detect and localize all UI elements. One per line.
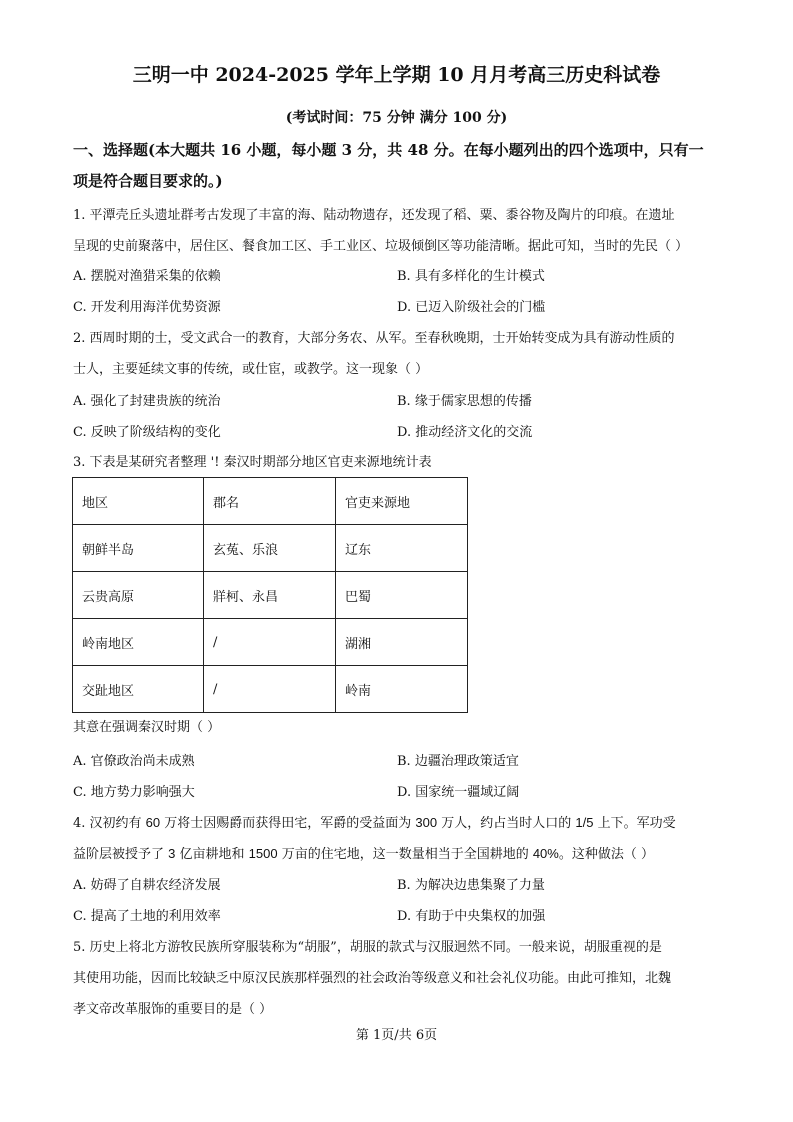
- q3-prompt: 其意在强调秦汉时期（ ）: [73, 720, 221, 735]
- q3-stem-text: 3. 下表是某研究者整理: [73, 455, 211, 470]
- q4-number: 300: [415, 815, 438, 830]
- q2-option-a: A. 强化了封建贵族的统治: [73, 394, 221, 409]
- q4-number: 1/5: [575, 815, 594, 830]
- section-heading-cont: 项是符合题目要求的。): [73, 172, 223, 190]
- q5-stem-cont: 其使用功能，因而比较缺乏中原汉民族那样强烈的社会政治等级意义和社会礼仪功能。由此可推知，北魏: [73, 971, 672, 986]
- q4-stem-cont: [73, 843, 654, 862]
- q4-number: 1500: [248, 846, 278, 861]
- q1-option-b: B. 具有多样化的生计模式: [397, 269, 545, 284]
- exam-subtitle: (考试时间：75 分钟 满分 100 分): [285, 110, 508, 126]
- q3-option-b: B. 边疆治理政策适宜: [397, 754, 519, 769]
- q4-text: 益阶层被授予了: [73, 847, 169, 862]
- table-row: [73, 525, 468, 572]
- table-header-cell: 郡名: [204, 478, 336, 525]
- table-header-cell: 官吏来源地: [336, 478, 468, 525]
- q2-stem-cont: 士人，主要延续文事的传统，或仕宦，或教学。这一现象（ ）: [73, 362, 429, 377]
- q3-option-a: A. 官僚政治尚未成熟: [73, 754, 195, 769]
- q5-stem-cont2: 孝文帝改革服饰的重要目的是（ ）: [73, 1002, 273, 1017]
- q3-stem: [73, 451, 432, 470]
- q4-text: 万亩的住宅地，这一数量相当于全国耕地的: [277, 847, 533, 862]
- table-cell: 交趾地区: [73, 666, 204, 713]
- page-footer: 第 1页/共 6页: [355, 1028, 438, 1043]
- q4-option-a: A. 妨碍了自耕农经济发展: [73, 878, 221, 893]
- table-header-cell: 地区: [73, 478, 204, 525]
- table-cell: 朝鲜半岛: [73, 525, 204, 572]
- q2-option-c: C. 反映了阶级结构的变化: [73, 425, 221, 440]
- q3-option-d: D. 国家统一疆域辽阔: [397, 785, 520, 800]
- q1-option-d: D. 已迈入阶级社会的门槛: [397, 300, 546, 315]
- q4-stem: [73, 812, 676, 831]
- table-cell: /: [204, 619, 336, 666]
- q4-option-b: B. 为解决边患集聚了力量: [397, 878, 545, 893]
- table-cell: 牂柯、永昌: [204, 572, 336, 619]
- officials-origin-table: [72, 477, 468, 713]
- q2-option-d: D. 推动经济文化的交流: [397, 425, 533, 440]
- table-cell: 玄菟、乐浪: [204, 525, 336, 572]
- q4-option-d: D. 有助于中央集权的加强: [397, 909, 546, 924]
- q4-text: 4. 汉初约有: [73, 816, 146, 831]
- table-row: [73, 666, 468, 713]
- table-cell: 岭南: [336, 666, 468, 713]
- q2-option-b: B. 缘于儒家思想的传播: [397, 394, 532, 409]
- table-cell: 湖湘: [336, 619, 468, 666]
- q4-number: 60: [145, 815, 161, 830]
- table-cell: 辽东: [336, 525, 468, 572]
- q4-option-c: C. 提高了土地的利用效率: [73, 909, 221, 924]
- q1-stem-cont: 呈现的史前聚落中，居住区、餐食加工区、手工业区、垃圾倾倒区等功能清晰。据此可知，当时的先民（ ）: [73, 239, 689, 254]
- q1-option-a: A. 摆脱对渔猎采集的依赖: [73, 269, 221, 284]
- q4-text: 万将士因赐爵而获得田宅，军爵的受益面为: [160, 816, 416, 831]
- q4-text: 上下。军功受: [593, 816, 676, 831]
- q4-text: 。这种做法（ ）: [558, 847, 654, 862]
- q4-number: 40%: [532, 846, 559, 861]
- q4-text: 亿亩耕地和: [175, 847, 249, 862]
- exam-title: 三明一中 2024-2025 学年上学期 10 月月考高三历史科试卷: [132, 64, 661, 86]
- section-heading: 一、选择题(本大题共 16 小题，每小题 3 分，共 48 分。在每小题列出的四个选项中，只有一: [73, 141, 704, 159]
- q1-stem: 1. 平潭壳丘头遗址群考古发现了丰富的海、陆动物遗存，还发现了稻、粟、黍谷物及陶片的印痕。在遗址: [73, 208, 675, 223]
- q5-stem: 5. 历史上将北方游牧民族所穿服装称为“胡服”，胡服的款式与汉服迥然不同。一般来说，胡服重视的是: [73, 940, 662, 955]
- q3-stem-text-end: 秦汉时期部分地区官吏来源地统计表: [219, 455, 432, 470]
- table-row: [73, 619, 468, 666]
- table-cell: 岭南地区: [73, 619, 204, 666]
- q3-option-c: C. 地方势力影响强大: [73, 785, 195, 800]
- table-cell: 巴蜀: [336, 572, 468, 619]
- q3-stem-mark: '!: [210, 455, 220, 470]
- q1-option-c: C. 开发利用海洋优势资源: [73, 300, 221, 315]
- table-row: [73, 572, 468, 619]
- table-cell: /: [204, 666, 336, 713]
- table-header-row: [73, 478, 468, 525]
- q2-stem: 2. 西周时期的士，受文武合一的教育，大部分务农、从军。至春秋晚期，士开始转变成为具有游动性质的: [73, 331, 675, 346]
- q4-text: 万人，约占当时人口的: [437, 816, 576, 831]
- q4-number: 3: [168, 846, 176, 861]
- table-cell: 云贵高原: [73, 572, 204, 619]
